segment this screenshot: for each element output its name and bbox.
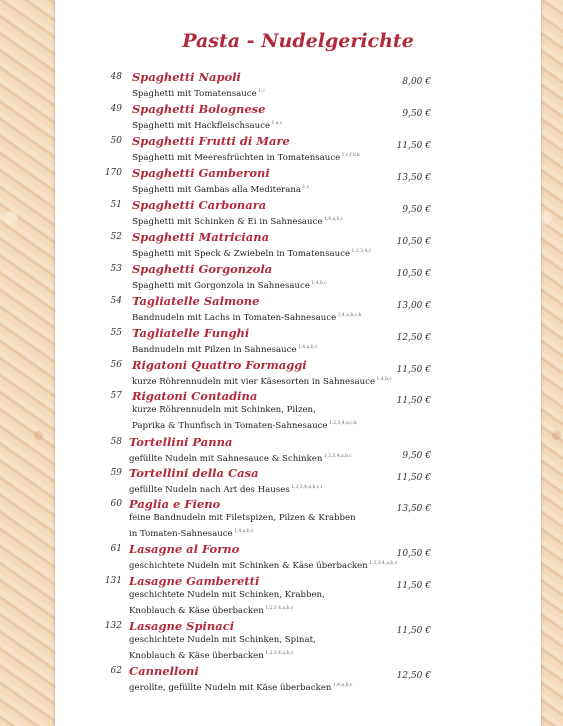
item-description [129, 589, 325, 618]
item-price: 10,50 € [396, 237, 431, 247]
allergen-codes: 1,4,a,b,c [232, 529, 254, 534]
allergen-codes: 1,2,3,4,c [350, 249, 372, 254]
item-price: 12,50 € [396, 333, 431, 343]
item-price: 13,50 € [396, 173, 431, 183]
allergen-codes: 1,2,3,4,a,b,c [322, 454, 352, 459]
item-description [132, 181, 309, 197]
item-description-line: Spaghetti mit Schinken & Ei in Sahnesauce [132, 216, 323, 227]
item-name: Spaghetti Bolognese [132, 102, 266, 116]
item-number: 51 [110, 200, 122, 210]
item-description-line: Knoblauch & Käse überbacken [129, 605, 264, 616]
item-description-line: gefüllte Nudeln mit Sahnesauce & Schinken [129, 453, 323, 464]
item-description [132, 309, 361, 325]
item-number: 50 [110, 136, 122, 146]
item-description [132, 341, 318, 357]
item-description [132, 213, 343, 229]
item-description-line: geschichtete Nudeln mit Schinken, Spinat, [129, 635, 316, 645]
item-number: 62 [110, 666, 122, 676]
allergen-codes: 1,4,a,b,c,k [336, 313, 362, 318]
item-description [129, 481, 322, 497]
item-price: 11,50 € [396, 396, 431, 406]
allergen-codes: 1,c [256, 89, 265, 94]
item-number: 54 [110, 296, 122, 306]
item-price: 13,00 € [396, 301, 431, 311]
allergen-codes: 1,4,a,b,c [296, 345, 318, 350]
item-price: 11,50 € [396, 581, 431, 591]
allergen-codes: 1,c,f,h,k [340, 153, 360, 158]
item-description-line: gefüllte Nudeln nach Art des Hauses [129, 484, 290, 495]
allergen-codes: 1,c [301, 185, 310, 190]
item-number: 132 [104, 621, 122, 631]
item-number: 60 [110, 499, 122, 509]
item-price: 10,50 € [396, 269, 431, 279]
item-price: 12,50 € [396, 671, 431, 681]
left-background-texture [0, 0, 55, 726]
item-number: 58 [110, 437, 122, 447]
item-description-line: gerollte, gefüllte Nudeln mit Käse überbacken [129, 682, 332, 693]
item-description [129, 634, 316, 663]
item-name: Tortellini Panna [129, 435, 233, 449]
allergen-codes: 1,2,3,4,a,b,c [263, 651, 294, 656]
item-description-line: kurze Röhrennudeln mit vier Käsesorten in Sahnesauce [132, 376, 376, 387]
item-number: 170 [104, 168, 122, 178]
allergen-codes: 1,2,3,4,a,b,c [367, 561, 398, 566]
item-description [129, 450, 352, 466]
item-name: Spaghetti Frutti di Mare [132, 134, 290, 148]
item-number: 53 [110, 264, 122, 274]
item-name: Tortellini della Casa [129, 466, 259, 480]
item-price: 11,50 € [396, 626, 431, 636]
item-description [132, 85, 265, 101]
item-name: Spaghetti Napoli [132, 70, 241, 84]
item-name: Spaghetti Matriciana [132, 230, 270, 244]
item-description-line: geschichtete Nudeln mit Schinken & Käse überbacken [129, 560, 368, 571]
item-description-line: Bandnudeln mit Pilzen in Sahnesauce [132, 344, 297, 355]
item-description [129, 679, 352, 695]
allergen-codes: 1,4,a,b,c [322, 217, 344, 222]
item-number: 56 [110, 360, 122, 370]
item-name: Rigatoni Contadina [132, 389, 258, 403]
item-description [132, 245, 371, 261]
item-price: 11,50 € [396, 473, 431, 483]
item-price: 9,50 € [402, 205, 431, 215]
allergen-codes: 1,2,3,4,a,b,c [263, 606, 294, 611]
page-title: Pasta - Nudelgerichte [182, 30, 414, 52]
item-price: 8,00 € [402, 77, 431, 87]
item-number: 61 [110, 544, 122, 554]
item-number: 52 [110, 232, 122, 242]
allergen-codes: 1,a,c [270, 121, 283, 126]
item-description-line: Spaghetti mit Gorgonzola in Sahnesauce [132, 280, 310, 291]
allergen-codes: 1,2,3,4,a,c,k [327, 421, 357, 426]
item-description-line: geschichtete Nudeln mit Schinken, Krabben, [129, 590, 325, 600]
item-number: 131 [104, 576, 122, 586]
allergen-codes: 1,2,3,4,a,b,c,l [289, 485, 323, 490]
item-description [129, 512, 356, 541]
right-background-texture [541, 0, 563, 726]
allergen-codes: 1,4,b,c [375, 377, 392, 382]
item-price: 9,50 € [402, 451, 431, 461]
item-name: Tagliatelle Salmone [132, 294, 260, 308]
item-number: 55 [110, 328, 122, 338]
item-description [132, 149, 360, 165]
item-description-line: Knoblauch & Käse überbacken [129, 650, 264, 661]
item-description [132, 117, 282, 133]
item-description [132, 373, 392, 389]
item-name: Rigatoni Quattro Formaggi [132, 358, 307, 372]
item-price: 13,50 € [396, 504, 431, 514]
item-price: 10,50 € [396, 549, 431, 559]
allergen-codes: 1,4,a,b,c [331, 683, 353, 688]
item-description-line: Spaghetti mit Tomatensauce [132, 88, 257, 99]
item-description-line: Spaghetti mit Hackfleischsauce [132, 120, 271, 131]
item-name: Cannelloni [129, 664, 199, 678]
item-description-line: Spaghetti mit Speck & Zwiebeln in Tomatensauce [132, 248, 351, 259]
item-name: Lasagne al Forno [129, 542, 240, 556]
item-description [129, 557, 397, 573]
item-description-line: kurze Röhrennudeln mit Schinken, Pilzen, [132, 405, 316, 415]
item-name: Lasagne Spinaci [129, 619, 235, 633]
item-description-line: Spaghetti mit Meeresfrüchten in Tomatensauce [132, 152, 341, 163]
item-description-line: in Tomaten-Sahnesauce [129, 528, 233, 539]
item-price: 11,50 € [396, 141, 431, 151]
item-description-line: Paprika & Thunfisch in Tomaten-Sahnesauce [132, 420, 328, 431]
item-description-line: Spaghetti mit Gambas alla Mediterana [132, 184, 302, 195]
allergen-codes: 1,4,b,c [309, 281, 327, 286]
item-price: 11,50 € [396, 365, 431, 375]
item-number: 57 [110, 391, 122, 401]
item-name: Spaghetti Gamberoni [132, 166, 270, 180]
item-name: Spaghetti Gorgonzola [132, 262, 273, 276]
item-name: Spaghetti Carbonara [132, 198, 267, 212]
item-description [132, 277, 327, 293]
item-price: 9,50 € [402, 109, 431, 119]
item-description-line: Bandnudeln mit Lachs in Tomaten-Sahnesauce [132, 312, 337, 323]
item-name: Paglia e Fieno [129, 497, 221, 511]
item-description [132, 404, 357, 433]
item-number: 49 [110, 104, 122, 114]
menu-page [55, 0, 541, 726]
item-name: Tagliatelle Funghi [132, 326, 250, 340]
item-name: Lasagne Gamberetti [129, 574, 260, 588]
item-number: 48 [110, 72, 122, 82]
item-description-line: feine Bandnudeln mit Filetspizen, Pilzen & Krabben [129, 513, 356, 523]
item-number: 59 [110, 468, 122, 478]
